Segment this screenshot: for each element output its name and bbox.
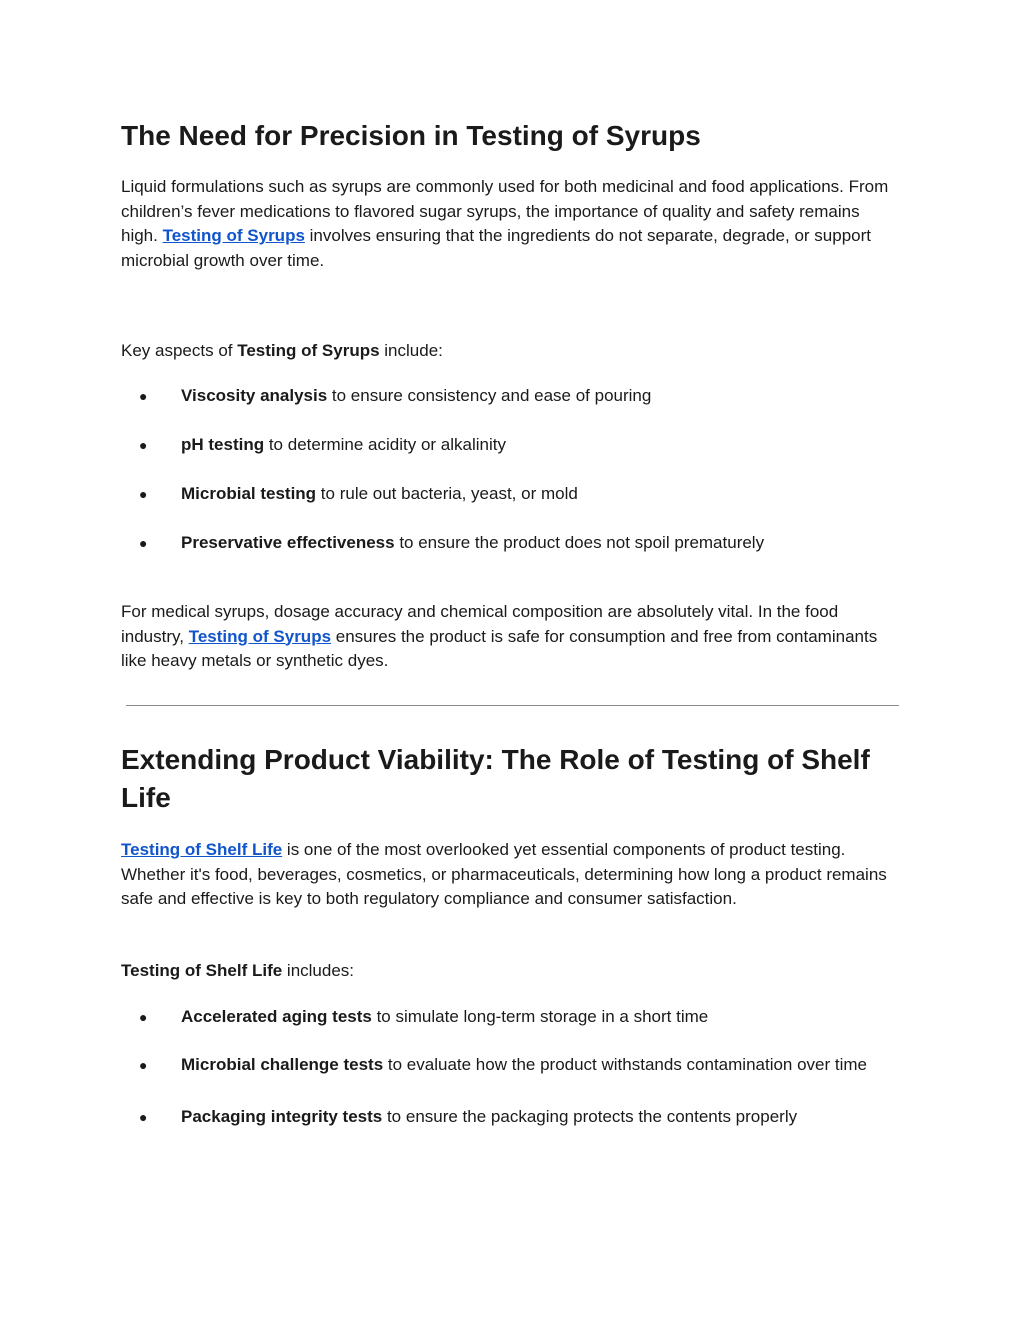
shelf-life-includes-bold: Testing of Shelf Life bbox=[121, 961, 283, 980]
list-item-text: to simulate long-term storage in a short time bbox=[371, 1007, 709, 1026]
list-item-text: to ensure consistency and ease of pouring bbox=[327, 386, 652, 405]
syrups-intro-text-after: involves ensuring that the ingredients do not separate, degrade, or support microbial growth over time. bbox=[121, 226, 871, 270]
bullet-icon: ● bbox=[139, 1057, 148, 1073]
key-aspects-bold: Testing of Syrups bbox=[237, 341, 380, 360]
list-item bbox=[121, 384, 901, 409]
list-item bbox=[121, 482, 901, 507]
bullet-icon: ● bbox=[139, 1009, 148, 1025]
list-item bbox=[121, 433, 901, 458]
bullet-icon: ● bbox=[139, 1108, 148, 1125]
shelf-life-includes-after: includes: bbox=[282, 961, 355, 980]
list-item-text: to determine acidity or alkalinity bbox=[264, 435, 506, 454]
section-heading-shelf-life: Extending Product Viability: The Role of Testing of Shelf Life bbox=[121, 744, 870, 813]
list-item-bold: pH testing bbox=[181, 435, 265, 454]
section-heading-syrups: The Need for Precision in Testing of Syrups bbox=[121, 120, 701, 151]
testing-of-shelf-life-link[interactable]: Testing of Shelf Life bbox=[121, 840, 283, 859]
shelf-life-intro-paragraph bbox=[121, 838, 901, 912]
syrups-intro-paragraph bbox=[121, 175, 901, 273]
list-item bbox=[121, 1053, 901, 1078]
bullet-icon: ● bbox=[139, 535, 148, 551]
bullet-icon: ● bbox=[139, 437, 148, 453]
syrups-closing-text-after: ensures the product is safe for consumption and free from contaminants like heavy metals or synthetic dyes. bbox=[121, 626, 878, 670]
syrups-closing-text: For medical syrups, dosage accuracy and chemical composition are absolutely vital. In the food industry, bbox=[121, 602, 839, 646]
list-item-bold: Preservative effectiveness bbox=[181, 533, 395, 552]
list-item-bold: Viscosity analysis bbox=[181, 386, 328, 405]
list-item bbox=[121, 1005, 901, 1030]
list-item-bold: Microbial testing bbox=[181, 484, 317, 503]
list-item bbox=[121, 1105, 901, 1130]
bullet-icon: ● bbox=[139, 486, 148, 502]
horizontal-divider bbox=[126, 705, 899, 706]
testing-of-syrups-link[interactable]: Testing of Syrups bbox=[162, 226, 305, 245]
bullet-icon: ● bbox=[139, 388, 148, 404]
list-item-text: to evaluate how the product withstands contamination over time bbox=[383, 1055, 868, 1074]
list-item-bold: Microbial challenge tests bbox=[181, 1055, 384, 1074]
key-aspects-paragraph bbox=[121, 339, 901, 364]
list-item-text: to ensure the product does not spoil prematurely bbox=[394, 533, 765, 552]
shelf-life-includes-paragraph bbox=[121, 959, 901, 984]
list-item bbox=[121, 531, 901, 556]
key-aspects-after: include: bbox=[379, 341, 443, 360]
syrups-intro-text: Liquid formulations such as syrups are commonly used for both medicinal and food applications. From children’s fever medications to flavored sugar syrups, the importance of quality and safety remains high. bbox=[121, 177, 889, 245]
key-aspects-before: Key aspects of bbox=[121, 341, 238, 360]
syrups-closing-paragraph bbox=[121, 600, 901, 674]
list-item-bold: Accelerated aging tests bbox=[181, 1007, 372, 1026]
list-item-text: to rule out bacteria, yeast, or mold bbox=[316, 484, 578, 503]
shelf-life-tests-list bbox=[121, 1005, 901, 1129]
list-item-text: to ensure the packaging protects the contents properly bbox=[382, 1106, 798, 1126]
shelf-life-intro-text: is one of the most overlooked yet essential components of product testing. Whether it's food, beverages, cosmetics, or pharmaceuticals, determining how long a product remains safe and effective is key to both regulatory compliance and consumer satisfaction. bbox=[121, 840, 887, 908]
syrups-aspects-list bbox=[121, 384, 901, 556]
testing-of-syrups-link-2[interactable]: Testing of Syrups bbox=[188, 626, 332, 646]
list-item-bold: Packaging integrity tests bbox=[181, 1106, 383, 1126]
